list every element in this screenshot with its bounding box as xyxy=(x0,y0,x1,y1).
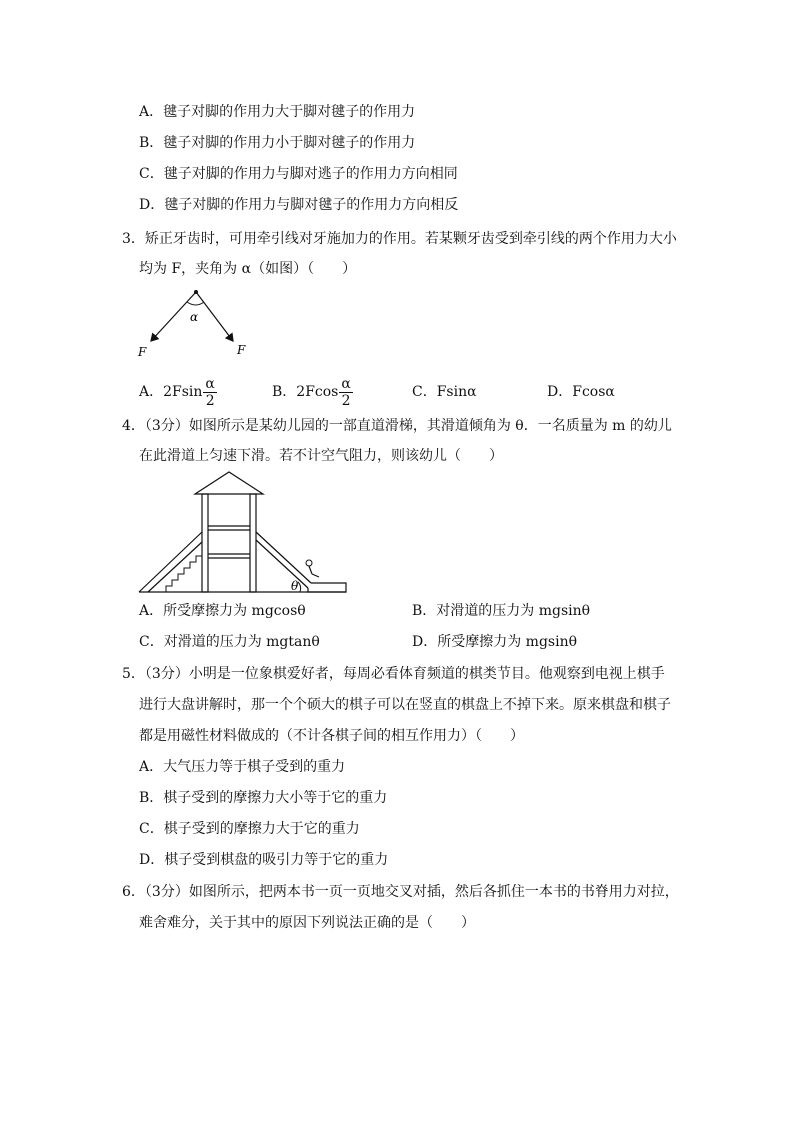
q3-stem-line2: 均为 F，夹角为 α（如图）（ ） xyxy=(139,261,357,277)
q3-option-c[interactable]: C．Fsinα xyxy=(412,384,477,400)
q4-angle-label: θ xyxy=(291,579,299,593)
q3-option-a-fraction xyxy=(203,376,216,409)
q3-force-figure xyxy=(130,284,260,364)
q2-option-d[interactable]: D．毽子对脚的作用力与脚对毽子的作用力方向相反 xyxy=(139,197,459,213)
q3-option-b[interactable] xyxy=(272,372,353,412)
q4-stem-line2: 在此滑道上匀速下滑。若不计空气阻力，则该幼儿（ ） xyxy=(139,448,503,464)
q3-option-a-prefix: A．2Fsin xyxy=(139,384,203,400)
q6-stem-line1: 6．（3分）如图所示，把两本书一页一页地交叉对插，然后各抓住一本书的书脊用力对拉， xyxy=(122,884,679,900)
q5-stem-line2: 进行大盘讲解时，那一个个硕大的棋子可以在竖直的棋盘上不掉下来。原来棋盘和棋子 xyxy=(139,697,671,713)
q3-option-b-numerator: α xyxy=(341,375,351,392)
q3-option-b-fraction xyxy=(339,376,352,409)
q3-option-a[interactable] xyxy=(139,372,217,412)
q5-stem-line3: 都是用磁性材料做成的（不计各棋子间的相互作用力）（ ） xyxy=(139,728,524,744)
q3-option-d[interactable]: D．Fcosα xyxy=(547,384,615,400)
q3-right-force-label: F xyxy=(237,343,246,357)
q2-option-c[interactable]: C．毽子对脚的作用力与脚对逃子的作用力方向相同 xyxy=(139,166,458,182)
q3-stem-line1: 3．矫正牙齿时，可用牵引线对牙施加力的作用。若某颗牙齿受到牵引线的两个作用力大小 xyxy=(122,231,677,247)
q3-option-a-denominator: 2 xyxy=(205,392,215,409)
q2-option-a[interactable]: A．毽子对脚的作用力大于脚对毽子的作用力 xyxy=(139,104,416,120)
q5-stem-line1: 5．（3分）小明是一位象棋爱好者，每周必看体育频道的棋类节目。他观察到电视上棋手 xyxy=(122,666,665,682)
q3-option-b-prefix: B．2Fcos xyxy=(272,384,339,400)
q3-option-b-denominator: 2 xyxy=(341,392,351,409)
q5-option-d[interactable]: D．棋子受到棋盘的吸引力等于它的重力 xyxy=(139,852,389,868)
q3-left-force-label: F xyxy=(138,345,147,359)
q6-stem-line2: 难舍难分，关于其中的原因下列说法正确的是（ ） xyxy=(139,915,475,931)
q4-option-d[interactable]: D．所受摩擦力为 mgsinθ xyxy=(412,634,578,650)
q4-slide-figure xyxy=(136,470,351,596)
q4-option-b[interactable]: B．对滑道的压力为 mgsinθ xyxy=(412,603,591,619)
q5-option-b[interactable]: B．棋子受到的摩擦力大小等于它的重力 xyxy=(139,790,388,806)
q5-option-c[interactable]: C．棋子受到的摩擦力大于它的重力 xyxy=(139,821,360,837)
q4-stem-line1: 4．（3分）如图所示是某幼儿园的一部直道滑梯，其滑道倾角为 θ．一名质量为 m 的幼儿 xyxy=(122,418,672,434)
q3-option-a-numerator: α xyxy=(205,375,215,392)
q3-angle-label: α xyxy=(190,310,199,324)
q2-option-b[interactable]: B．毽子对脚的作用力小于脚对毽子的作用力 xyxy=(139,135,416,151)
q5-option-a[interactable]: A．大气压力等于棋子受到的重力 xyxy=(139,759,346,775)
q4-option-c[interactable]: C．对滑道的压力为 mgtanθ xyxy=(139,634,320,650)
q4-option-a[interactable]: A．所受摩擦力为 mgcosθ xyxy=(139,603,306,619)
